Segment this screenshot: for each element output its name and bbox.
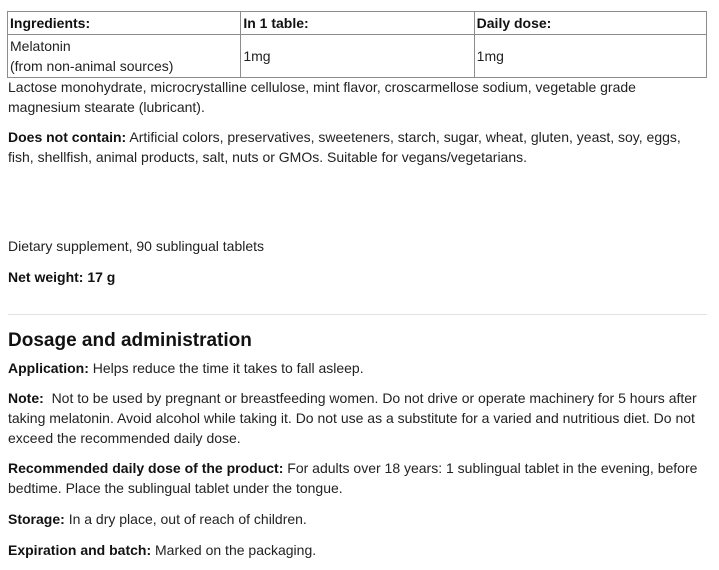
storage-label: Storage: bbox=[8, 511, 65, 527]
ingredient-name: Melatonin bbox=[10, 38, 71, 54]
application-text: Helps reduce the time it takes to fall asleep. bbox=[92, 360, 364, 376]
product-description: Dietary supplement, 90 sublingual tablets bbox=[8, 238, 265, 254]
note-label: Note: bbox=[8, 390, 44, 406]
note-paragraph bbox=[8, 388, 708, 448]
table-row bbox=[8, 35, 707, 78]
does-not-contain-paragraph bbox=[8, 127, 708, 167]
section-divider bbox=[8, 314, 707, 315]
expiration-text: Marked on the packaging. bbox=[155, 542, 317, 558]
storage-paragraph bbox=[8, 509, 708, 529]
column-header-daily-dose: Daily dose: bbox=[474, 12, 706, 35]
net-weight: Net weight: 17 g bbox=[8, 269, 116, 285]
column-header-per-tablet: In 1 table: bbox=[241, 12, 474, 35]
daily-dose-cell: 1mg bbox=[474, 35, 706, 78]
dosage-section-title: Dosage and administration bbox=[8, 330, 252, 351]
ingredient-name-cell bbox=[8, 35, 241, 78]
recommended-dose-label: Recommended daily dose of the product: bbox=[8, 460, 284, 476]
does-not-contain-label: Does not contain: bbox=[8, 129, 127, 145]
storage-text: In a dry place, out of reach of children. bbox=[68, 511, 307, 527]
application-label: Application: bbox=[8, 360, 89, 376]
other-ingredients-text: Lactose monohydrate, microcrystalline cellulose, mint flavor, croscarmellose sodium, vegetable grade magnesium stearate (lubricant). bbox=[8, 79, 636, 115]
table-header-row bbox=[8, 12, 707, 35]
application-paragraph bbox=[8, 358, 708, 378]
expiration-label: Expiration and batch: bbox=[8, 542, 152, 558]
column-header-ingredients: Ingredients: bbox=[8, 12, 241, 35]
recommended-dose-paragraph bbox=[8, 458, 708, 498]
recommended-dose-text: For adults over 18 years: 1 sublingual tablet in the evening, before bedtime. Place the sublingual tablet under the tongue. bbox=[8, 460, 698, 496]
per-tablet-cell: 1mg bbox=[241, 35, 474, 78]
expiration-paragraph bbox=[8, 540, 708, 560]
note-text: Not to be used by pregnant or breastfeeding women. Do not drive or operate machinery for 5 hours after taking melatonin. Avoid alcohol while taking it. Do not use as a substitute for a varied and nutritious diet. Do not exceed the recommended daily dose. bbox=[8, 390, 697, 446]
ingredient-source: (from non-animal sources) bbox=[10, 58, 174, 74]
ingredients-table bbox=[7, 11, 707, 78]
does-not-contain-text: Artificial colors, preservatives, sweeteners, starch, sugar, wheat, gluten, yeast, soy, eggs, fish, shellfish, animal products, salt, nuts or GMOs. Suitable for vegans/vegetarians. bbox=[8, 129, 681, 165]
